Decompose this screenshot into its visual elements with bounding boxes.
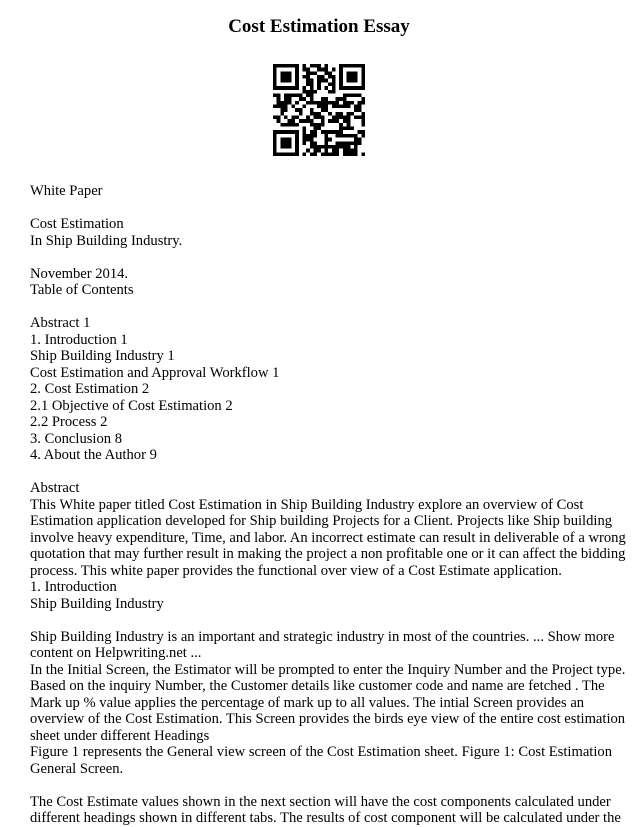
subject-line-2: In Ship Building Industry.	[30, 232, 183, 249]
white-paper-label: White Paper	[30, 183, 103, 199]
toc-item: 4. About the Author 9	[30, 447, 157, 463]
paragraph-line: sheet under different Headings	[30, 727, 210, 744]
document-body	[30, 183, 626, 827]
paragraph-line: Figure 1 represents the General view screen of the Cost Estimation sheet. Figure 1: Cost Estimation	[30, 744, 613, 760]
introduction-heading: 1. Introduction	[30, 579, 117, 595]
paragraph-line: quotation that may further result in making the project a non profitable one or it can affect the bidding	[30, 546, 626, 562]
table-of-contents	[30, 315, 615, 464]
toc-item: 1. Introduction 1	[30, 331, 128, 348]
paragraph-line: different headings shown in different tabs. The results of cost component will be calculated under the	[30, 810, 621, 826]
body-paragraph-4	[30, 793, 621, 827]
abstract-heading: Abstract	[30, 480, 80, 496]
toc-item: 2.1 Objective of Cost Estimation 2	[30, 397, 233, 414]
qr-code-icon	[273, 64, 365, 156]
paragraph-line: content on Helpwriting.net ...	[30, 645, 202, 661]
introduction-subheading: Ship Building Industry	[30, 595, 164, 612]
body-paragraph-1	[30, 629, 615, 662]
page-title: Cost Estimation Essay	[228, 16, 410, 37]
toc-item: 2.2 Process 2	[30, 414, 108, 430]
body-paragraph-3	[30, 744, 615, 777]
subject-line-1: Cost Estimation	[30, 216, 124, 232]
paragraph-line: involve heavy expenditure, Time, and labor. An incorrect estimate can result in deliverable of a wrong	[30, 529, 626, 546]
date-line: November 2014.	[30, 265, 129, 282]
paragraph-line: In the Initial Screen, the Estimator will be prompted to enter the Inquiry Number and the Project type.	[30, 661, 626, 678]
paragraph-line: General Screen.	[30, 760, 124, 777]
paragraph-line: Ship Building Industry is an important and strategic industry in most of the countries. ... Show more	[30, 628, 615, 645]
body-paragraph-2	[30, 661, 626, 745]
toc-item: Cost Estimation and Approval Workflow 1	[30, 364, 280, 381]
toc-item: Ship Building Industry 1	[30, 348, 175, 364]
toc-item: 2. Cost Estimation 2	[30, 381, 150, 397]
paragraph-line: The Cost Estimate values shown in the next section will have the cost components calculated under	[30, 793, 611, 810]
paragraph-line: Mark up % value applies the percentage of mark up to all values. The intial Screen provides an	[30, 694, 585, 711]
abstract-paragraph	[30, 496, 626, 580]
paragraph-line: This White paper titled Cost Estimation in Ship Building Industry explore an overview of Cost	[30, 496, 584, 513]
toc-item: Abstract 1	[30, 315, 91, 331]
paragraph-line: overview of the Cost Estimation. This Screen provides the birds eye view of the entire cost estimation	[30, 711, 626, 727]
paragraph-line: Estimation application developed for Ship building Projects for a Client. Projects like Ship building	[30, 513, 613, 529]
toc-item: 3. Conclusion 8	[30, 430, 123, 447]
paragraph-line: Based on the inquiry Number, the Customer details like customer code and name are fetched . The	[30, 678, 605, 694]
paragraph-line: process. This white paper provides the functional over view of a Cost Estimate application.	[30, 562, 562, 579]
toc-heading: Table of Contents	[30, 282, 134, 298]
